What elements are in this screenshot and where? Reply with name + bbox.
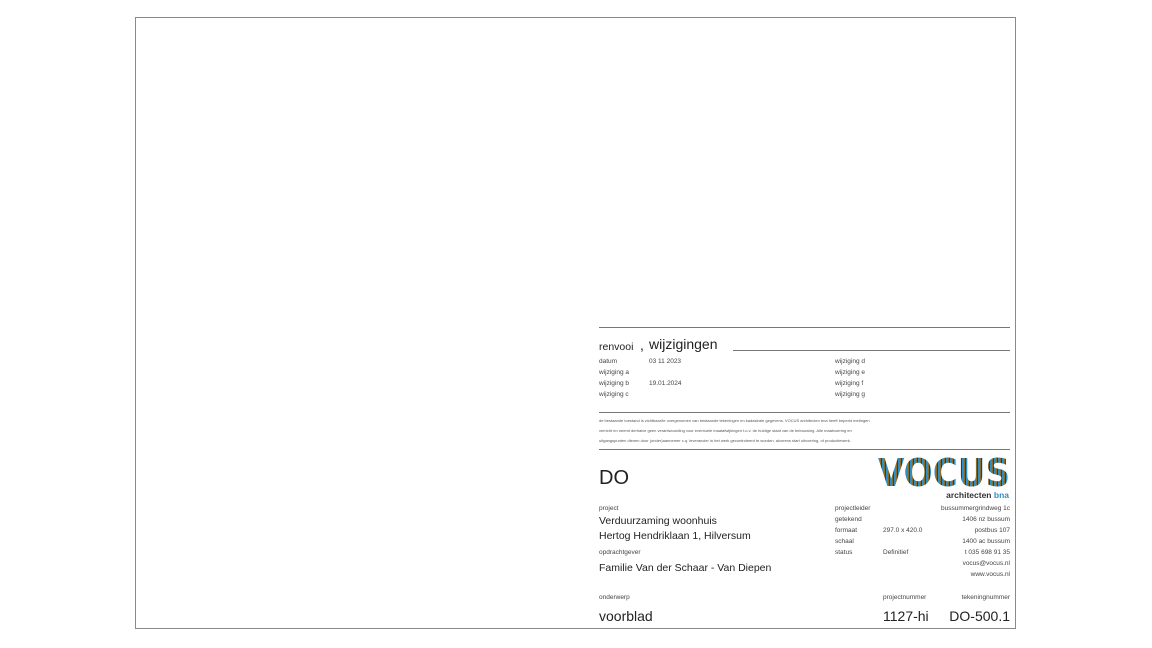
renvooi-title: wijzigingen [649, 336, 718, 352]
meta-label: getekend [835, 516, 862, 523]
subject-label: onderwerp [599, 594, 630, 601]
logo-bna: bna [993, 490, 1009, 500]
drawingnumber-label: tekeningnummer [961, 594, 1010, 601]
revision-label: wijziging f [835, 380, 864, 387]
revision-value: 19.01.2024 [649, 380, 682, 387]
client-label: opdrachtgever [599, 549, 641, 556]
address-line: bussummergrindweg 1c [940, 505, 1010, 512]
projectnumber-value: 1127-hi [883, 608, 929, 624]
projectnumber-label: projectnummer [883, 594, 927, 601]
revision-label: wijziging c [599, 391, 629, 398]
revision-value: 03 11 2023 [649, 358, 682, 365]
address-line: 1400 ac bussum [962, 538, 1010, 545]
subject-value: voorblad [599, 608, 653, 624]
address-line: www.vocus.nl [970, 571, 1010, 578]
renvooi-label: renvooi [599, 341, 634, 353]
address-line: 1406 nz bussum [962, 516, 1010, 523]
address-line: t 035 698 91 35 [964, 549, 1010, 556]
logo-subtitle [946, 490, 1009, 500]
disclaimer-line: verricht en neemt derhalve geen verantwoording voor eventuele maatafwijkingen t.o.v. de huidige staat van de bebouwing. Alle maatvoering en [599, 428, 852, 433]
revision-label: wijziging a [599, 369, 629, 376]
disclaimer-line: de bestaande toestand is zichtbaar/te overgenomen van bestaande tekeningen en kadastrale gegevens. VOCUS architecten bna heeft beperkt metingen [599, 418, 870, 423]
address-line: postbus 107 [974, 527, 1010, 534]
logo-word: VOCUS [878, 455, 1010, 489]
revision-label: wijziging e [835, 369, 865, 376]
drawingnumber-value: DO-500.1 [949, 608, 1010, 624]
revision-label: wijziging g [835, 391, 865, 398]
project-line-1: Verduurzaming woonhuis [599, 515, 717, 527]
revision-label: wijziging b [599, 380, 629, 387]
revision-label: datum [599, 358, 618, 365]
divider [599, 412, 1010, 413]
project-line-2: Hertog Hendriklaan 1, Hilversum [599, 530, 751, 542]
divider [599, 449, 1010, 450]
project-label: project [599, 505, 619, 512]
disclaimer-line: uitgangspunten dienen door (onder)aannemer c.q. leverancier in het werk gecontroleerd te worden, alvorens start uitvoering, of productiewerk. [599, 438, 851, 443]
address-line: vocus@vocus.nl [962, 560, 1010, 567]
renvooi-comma: , [640, 337, 644, 353]
logo-sub-text: architecten [946, 490, 992, 500]
renvooi-underline [733, 350, 1010, 351]
meta-label: status [835, 549, 853, 556]
phase-label: DO [599, 467, 629, 489]
meta-value: 297.0 x 420.0 [883, 527, 923, 534]
client-name: Familie Van der Schaar - Van Diepen [599, 562, 772, 574]
title-block [599, 327, 1010, 629]
vocus-logo [878, 455, 1010, 489]
meta-value: Definitief [883, 549, 909, 556]
divider [599, 327, 1010, 328]
revision-label: wijziging d [835, 358, 865, 365]
meta-label: projectleider [835, 505, 871, 512]
meta-label: formaat [835, 527, 858, 534]
meta-label: schaal [835, 538, 854, 545]
